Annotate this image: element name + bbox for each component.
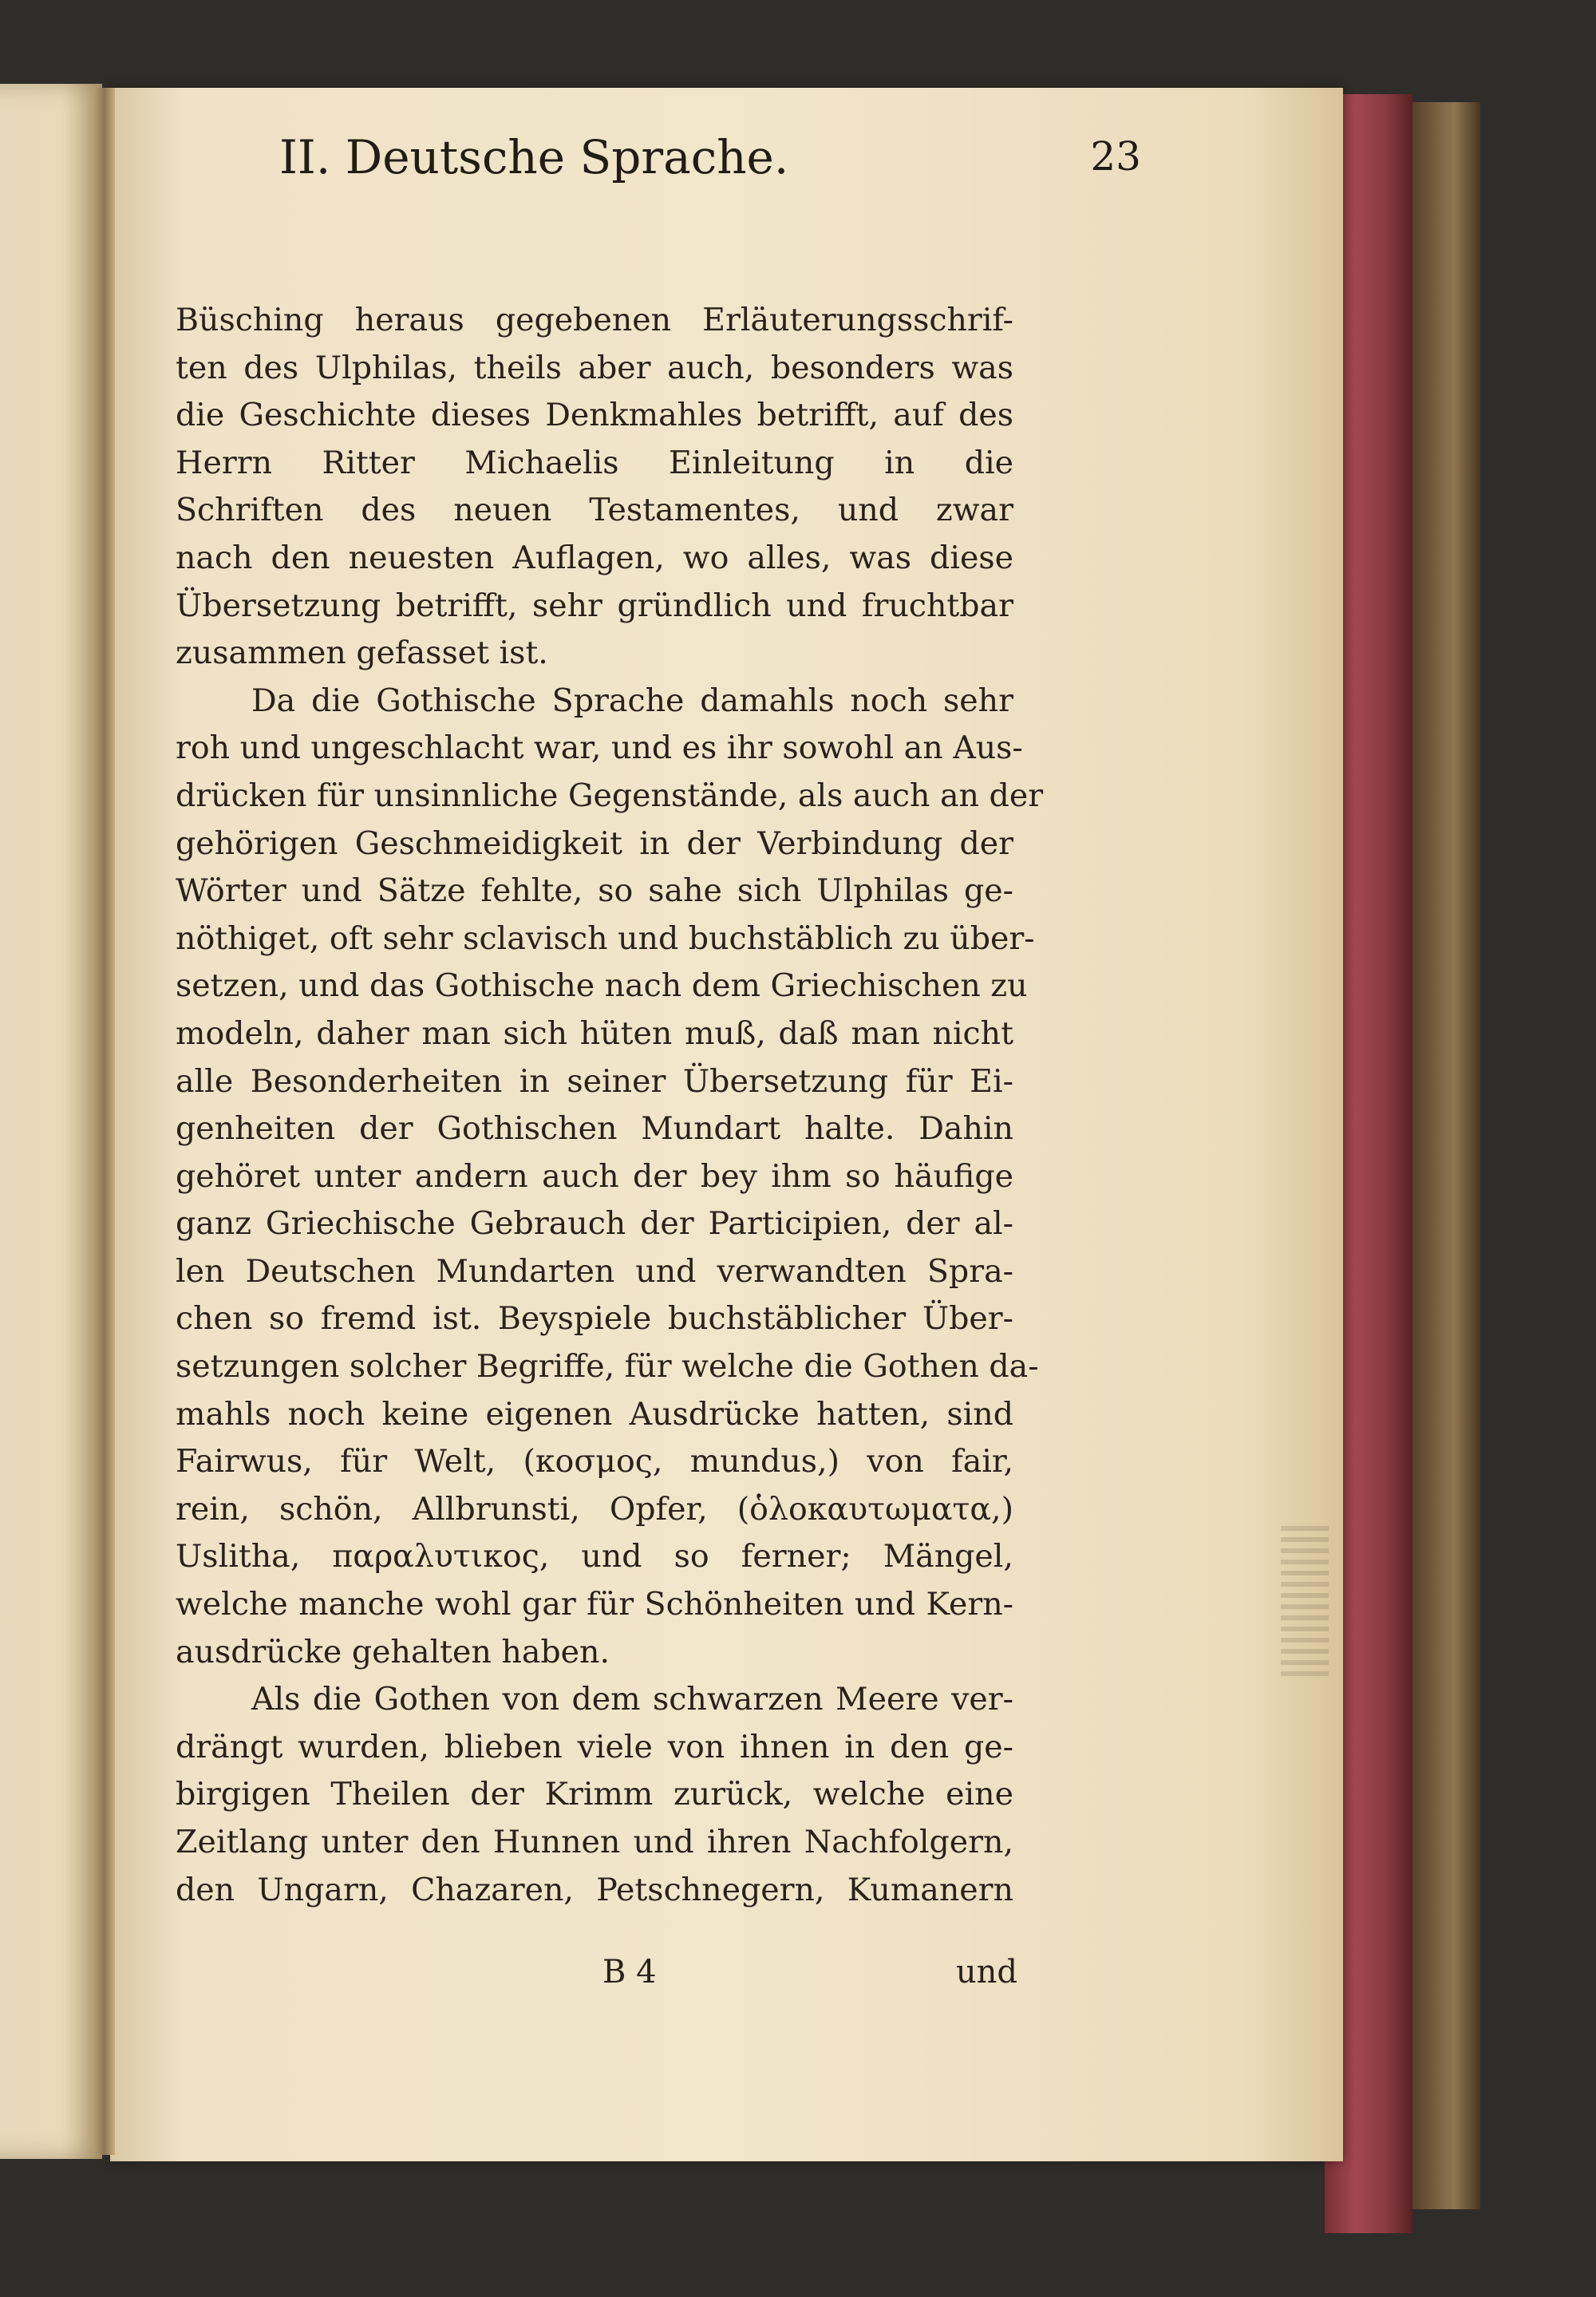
body-text — [176, 297, 1044, 1914]
text-line: roh und ungeschlacht war, und es ihr sowohl an Aus- — [176, 729, 1023, 767]
text-line: Wörter und Sätze fehlte, so sahe sich Ulphilas ge- — [176, 872, 1013, 910]
text-line: Schriften des neuen Testamentes, und zwar — [176, 492, 1013, 529]
text-line: drängt wurden, blieben viele von ihnen in den ge- — [176, 1728, 1013, 1765]
text-line: ganz Griechische Gebrauch der Participien, der al- — [176, 1205, 1013, 1243]
paragraph-first-line: Da die Gothische Sprache damahls noch sehr — [251, 682, 1013, 719]
text-line: Fairwus, für Welt, (κοσμος, mundus,) von fair, — [176, 1443, 1013, 1481]
text-line: genheiten der Gothischen Mundart halte. Dahin — [176, 1110, 1013, 1148]
text-line: setzen, und das Gothische nach dem Griechischen zu — [176, 967, 1028, 1005]
text-line: die Geschichte dieses Denkmahles betrifft, auf des — [176, 397, 1013, 434]
text-line: ausdrücke gehalten haben. — [176, 1633, 610, 1670]
text-line: gehöret unter andern auch der bey ihm so häufige — [176, 1157, 1013, 1195]
text-line: den Ungarn, Chazaren, Petschnegern, Kumanern — [176, 1871, 1013, 1908]
running-title: II. Deutsche Sprache. — [279, 130, 789, 184]
text-line: drücken für unsinnliche Gegenstände, als auch an der — [176, 777, 1044, 814]
page-footer — [602, 1954, 1017, 2010]
text-line: mahls noch keine eigenen Ausdrücke hatten, sind — [176, 1395, 1013, 1433]
text-line: chen so fremd ist. Beyspiele buchstäblicher Über- — [176, 1300, 1013, 1338]
text-line: ten des Ulphilas, theils aber auch, besonders was — [176, 349, 1013, 386]
text-line: welche manche wohl gar für Schönheiten und Kern- — [176, 1586, 1013, 1623]
text-line: gehörigen Geschmeidigkeit in der Verbindung der — [176, 824, 1013, 862]
paragraph-first-line: Als die Gothen von dem schwarzen Meere ver- — [251, 1681, 1013, 1718]
catchword: und — [955, 1954, 1017, 1991]
text-line: modeln, daher man sich hüten muß, daß man nicht — [176, 1014, 1013, 1052]
text-line: Herrn Ritter Michaelis Einleitung in die — [176, 444, 1013, 481]
text-line: Uslitha, παραλυτικος, und so ferner; Mängel, — [176, 1538, 1013, 1575]
text-line: rein, schön, Allbrunsti, Opfer, (ὁλοκαυτωματα,) — [176, 1490, 1013, 1528]
book-gutter — [94, 88, 115, 2155]
text-line: zusammen gefasset ist. — [176, 635, 548, 672]
page-number: 23 — [1090, 133, 1141, 180]
text-line: nöthiget, oft sehr sclavisch und buchstäblich zu über- — [176, 919, 1035, 957]
text-line: alle Besonderheiten in seiner Übersetzung für Ei- — [176, 1062, 1013, 1100]
text-line: Zeitlang unter den Hunnen und ihren Nachfolgern, — [176, 1824, 1013, 1860]
show-through-marks — [1281, 1524, 1329, 1676]
running-head — [279, 130, 1141, 202]
facing-page-edge — [0, 84, 102, 2159]
text-line: len Deutschen Mundarten und verwandten Spra- — [176, 1252, 1013, 1290]
signature-mark: B 4 — [602, 1954, 657, 1991]
text-line: Übersetzung betrifft, sehr gründlich und fruchtbar — [176, 587, 1013, 624]
text-line: setzungen solcher Begriffe, für welche die Gothen da- — [176, 1348, 1039, 1386]
text-line: nach den neuesten Auflagen, wo alles, was diese — [176, 539, 1013, 576]
text-line: birgigen Theilen der Krimm zurück, welche eine — [176, 1776, 1013, 1813]
text-line: Büsching heraus gegebenen Erläuterungsschrif- — [176, 302, 1013, 338]
